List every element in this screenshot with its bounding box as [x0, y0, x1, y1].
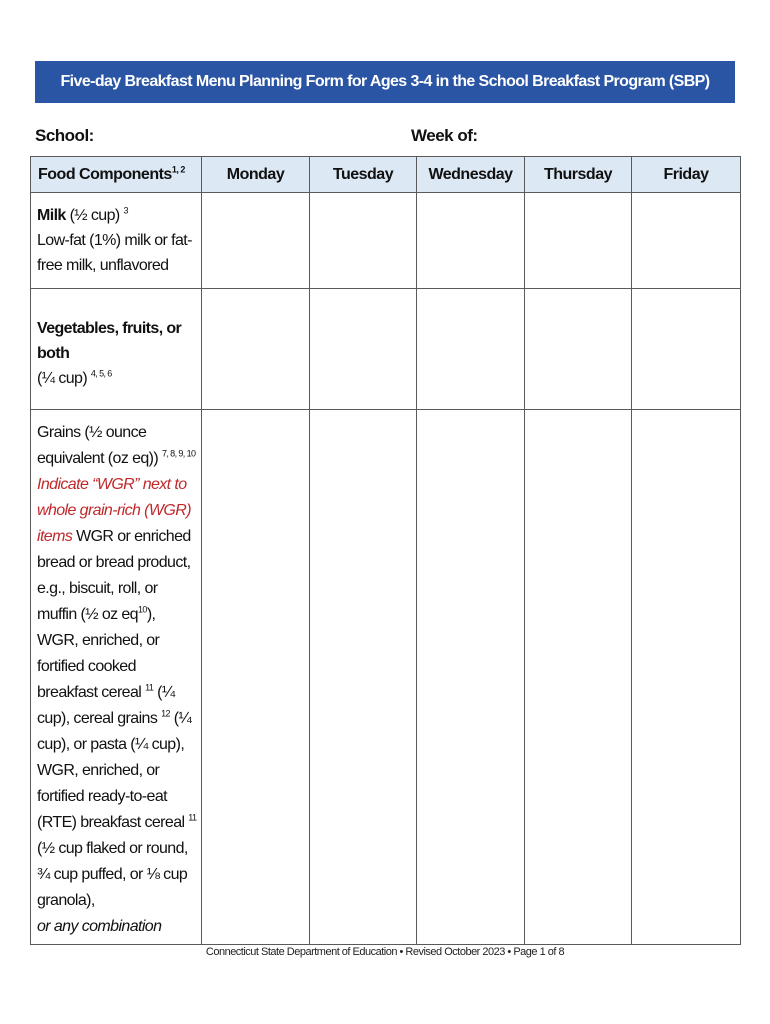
header-thursday: Thursday — [525, 157, 632, 193]
milk-monday-cell[interactable] — [202, 193, 310, 289]
vegetables-wednesday-cell[interactable] — [417, 289, 525, 410]
header-food-components: Food Components$^{1, 2}$ — [31, 157, 202, 193]
table-row-milk — [31, 193, 741, 289]
vegetables-monday-cell[interactable] — [202, 289, 310, 410]
header-tuesday: Tuesday — [310, 157, 417, 193]
header-wednesday: Wednesday — [417, 157, 525, 193]
milk-tuesday-cell[interactable] — [310, 193, 417, 289]
school-label: School: — [35, 126, 94, 145]
milk-friday-cell[interactable] — [632, 193, 741, 289]
grains-thursday-cell[interactable] — [525, 410, 632, 945]
menu-planning-table — [30, 156, 741, 945]
wgr-instruction-note: Indicate “WGR” next to whole grain-rich (WGR) items — [37, 476, 191, 545]
grains-monday-cell[interactable] — [202, 410, 310, 945]
form-title: Five-day Breakfast Menu Planning Form for Ages 3-4 in the School Breakfast Program (SBP) — [60, 73, 710, 90]
page-footer: Connecticut State Department of Education • Revised October 2023 • Page 1 of 8 — [205, 946, 565, 958]
vegetables-friday-cell[interactable] — [632, 289, 741, 410]
vegetables-tuesday-cell[interactable] — [310, 289, 417, 410]
vegetables-name: Vegetables, fruits, or both — [37, 320, 182, 362]
milk-thursday-cell[interactable] — [525, 193, 632, 289]
vegetables-component-cell: Vegetables, fruits, or both (¼ cup) $^{4, 5, 6}$ — [31, 289, 202, 410]
milk-component-cell: Milk (½ cup) $^3$ Low-fat (1%) milk or fat-free milk, unflavored — [31, 193, 202, 289]
header-friday: Friday — [632, 157, 741, 193]
form-title-banner — [35, 61, 735, 103]
grains-friday-cell[interactable] — [632, 410, 741, 945]
grains-wednesday-cell[interactable] — [417, 410, 525, 945]
grains-component-cell: Grains (½ ounce equivalent (oz eq)) $^{7, 8, 9, 10}$ Indicate “WGR” next to whole grain-rich (WGR) items WGR or enriched bread or bread product, e.g., biscuit, roll, or muffin (½ oz $eq^{10}$), WGR, enriched, or fortified cooked breakfast cereal $^{11}$ (¼ cup), cereal grains $^{12}$ (¼ cup), or pasta (¼ cup), WGR, enriched, or fortified ready-to-eat (RTE) breakfast cereal $^{11}$ (½ cup flaked or round, ¾ cup puffed, or ⅛ cup granola), or any combination — [31, 410, 202, 945]
grains-tuesday-cell[interactable] — [310, 410, 417, 945]
milk-name: Milk — [37, 207, 66, 224]
table-row-grains — [31, 410, 741, 945]
week-of-label: Week of: — [411, 126, 478, 145]
grains-ending: or any combination — [37, 918, 162, 935]
table-header-row — [31, 157, 741, 193]
milk-description: Low-fat (1%) milk or fat-free milk, unflavored — [37, 232, 192, 274]
table-row-vegetables-fruits — [31, 289, 741, 410]
header-monday: Monday — [202, 157, 310, 193]
vegetables-thursday-cell[interactable] — [525, 289, 632, 410]
milk-wednesday-cell[interactable] — [417, 193, 525, 289]
